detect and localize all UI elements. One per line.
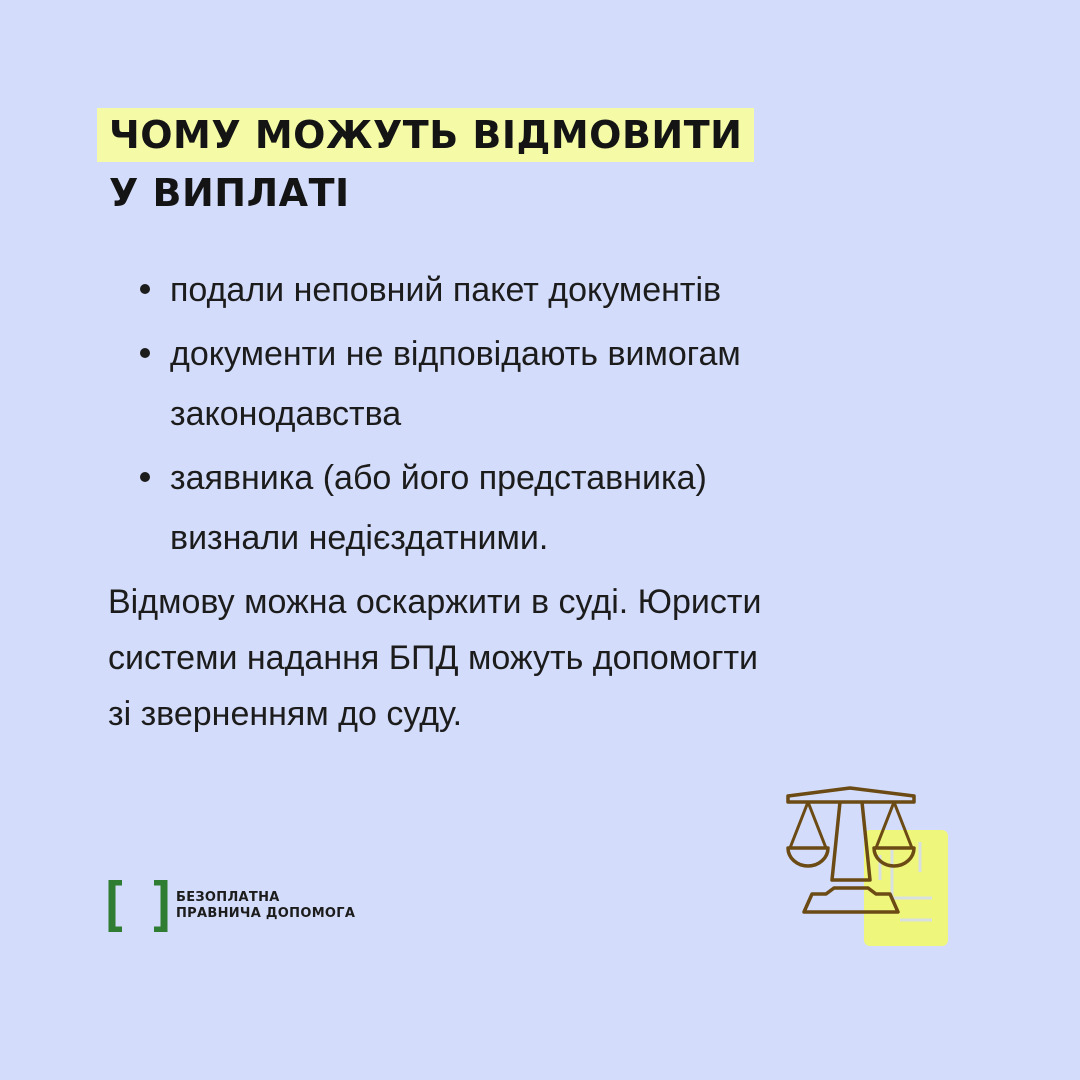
reasons-list xyxy=(140,260,860,568)
logo-text-line-1: БЕЗОПЛАТНА xyxy=(176,890,280,905)
list-item-text: документи не відповідають вимогам xyxy=(170,335,741,373)
logo-text-line-2: ПРАВНИЧА ДОПОМОГА xyxy=(176,906,356,921)
list-item xyxy=(140,448,860,568)
note-line: зі зверненням до суду. xyxy=(108,695,463,733)
logo-text xyxy=(176,890,355,922)
organization-logo xyxy=(108,880,355,932)
brackets-logo-icon xyxy=(108,880,168,932)
scales-of-justice-icon xyxy=(780,780,960,960)
list-item-text: визнали недієздатними. xyxy=(170,519,549,557)
page-title-line-1: ЧОМУ МОЖУТЬ ВІДМОВИТИ xyxy=(97,108,754,162)
appeal-note xyxy=(108,574,761,742)
list-item xyxy=(140,260,860,320)
note-line: системи надання БПД можуть допомогти xyxy=(108,639,759,677)
list-item-text: законодавства xyxy=(170,395,402,433)
page-title-line-2: У ВИПЛАТІ xyxy=(109,171,350,215)
list-item-text: подали неповний пакет документів xyxy=(170,271,722,309)
note-line: Відмову можна оскаржити в суді. Юристи xyxy=(108,583,762,621)
list-item xyxy=(140,324,860,444)
list-item-text: заявника (або його представника) xyxy=(170,459,707,497)
